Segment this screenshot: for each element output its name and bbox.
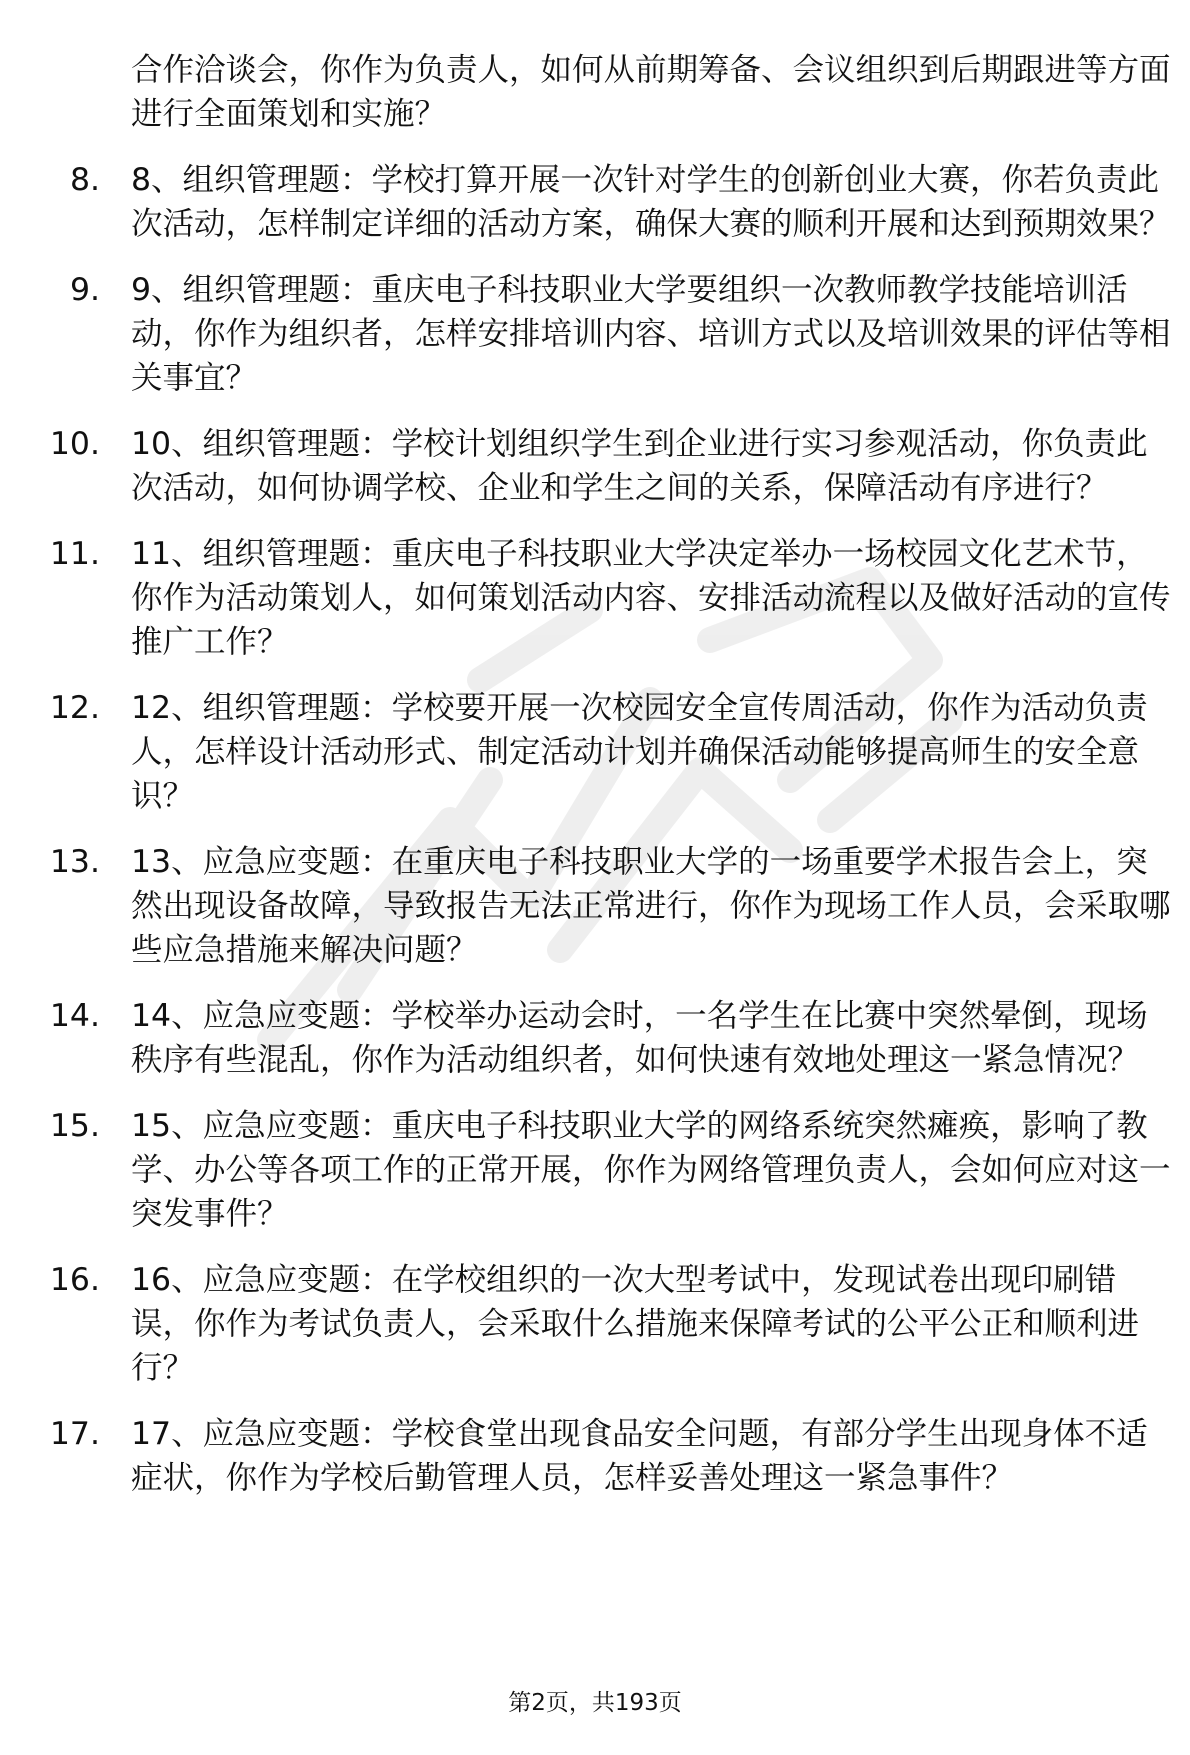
list-item	[0, 532, 1171, 664]
question-text: 16、应急应变题：在学校组织的一次大型考试中，发现试卷出现印刷错误，你作为考试负责人，会采取什么措施来保障考试的公平公正和顺利进行？	[131, 1262, 1140, 1386]
question-text: 11、组织管理题：重庆电子科技职业大学决定举办一场校园文化艺术节，你作为活动策划人，如何策划活动内容、安排活动流程以及做好活动的宣传推广工作？	[131, 536, 1171, 660]
question-text: 8、组织管理题：学校打算开展一次针对学生的创新创业大赛，你若负责此次活动，怎样制定详细的活动方案，确保大赛的顺利开展和达到预期效果？	[131, 162, 1171, 242]
question-text: 14、应急应变题：学校举办运动会时，一名学生在比赛中突然晕倒，现场秩序有些混乱，你作为活动组织者，如何快速有效地处理这一紧急情况？	[131, 998, 1148, 1078]
list-item	[0, 994, 1171, 1082]
question-number: 10.	[49, 426, 100, 462]
question-content	[0, 48, 1190, 1500]
page-number-label: 第2页，共193页	[508, 1690, 682, 1716]
question-text: 15、应急应变题：重庆电子科技职业大学的网络系统突然瘫痪，影响了教学、办公等各项工作的正常开展，你作为网络管理负责人，会如何应对这一突发事件？	[131, 1108, 1171, 1232]
question-text: 10、组织管理题：学校计划组织学生到企业进行实习参观活动，你负责此次活动，如何协调学校、企业和学生之间的关系，保障活动有序进行？	[131, 426, 1148, 506]
question-number: 15.	[49, 1108, 100, 1144]
question-number: 16.	[49, 1262, 100, 1298]
list-item	[0, 422, 1171, 510]
list-item	[0, 158, 1171, 246]
question-text: 17、应急应变题：学校食堂出现食品安全问题，有部分学生出现身体不适症状，你作为学校后勤管理人员，怎样妥善处理这一紧急事件？	[131, 1416, 1148, 1496]
question-number: 14.	[49, 998, 100, 1034]
question-number: 13.	[49, 844, 100, 880]
list-item	[0, 686, 1171, 818]
question-number: 17.	[49, 1416, 100, 1452]
list-item	[0, 1412, 1171, 1500]
question-number: 11.	[49, 536, 100, 572]
question-number: 8.	[69, 162, 100, 198]
question-list	[0, 158, 1190, 1500]
list-item	[0, 1104, 1171, 1236]
question-text: 9、组织管理题：重庆电子科技职业大学要组织一次教师教学技能培训活动，你作为组织者，怎样安排培训内容、培训方式以及培训效果的评估等相关事宜？	[131, 272, 1171, 396]
continuation-paragraph: 合作洽谈会，你作为负责人，如何从前期筹备、会议组织到后期跟进等方面进行全面策划和实施？	[131, 52, 1171, 132]
question-text: 12、组织管理题：学校要开展一次校园安全宣传周活动，你作为活动负责人，怎样设计活动形式、制定活动计划并确保活动能够提高师生的安全意识？	[131, 690, 1148, 814]
list-item	[0, 840, 1171, 972]
page-footer	[0, 1688, 1190, 1718]
question-text: 13、应急应变题：在重庆电子科技职业大学的一场重要学术报告会上，突然出现设备故障，导致报告无法正常进行，你作为现场工作人员，会采取哪些应急措施来解决问题？	[131, 844, 1171, 968]
list-item	[0, 268, 1171, 400]
question-number: 9.	[69, 272, 100, 308]
list-item	[0, 1258, 1171, 1390]
question-number: 12.	[49, 690, 100, 726]
